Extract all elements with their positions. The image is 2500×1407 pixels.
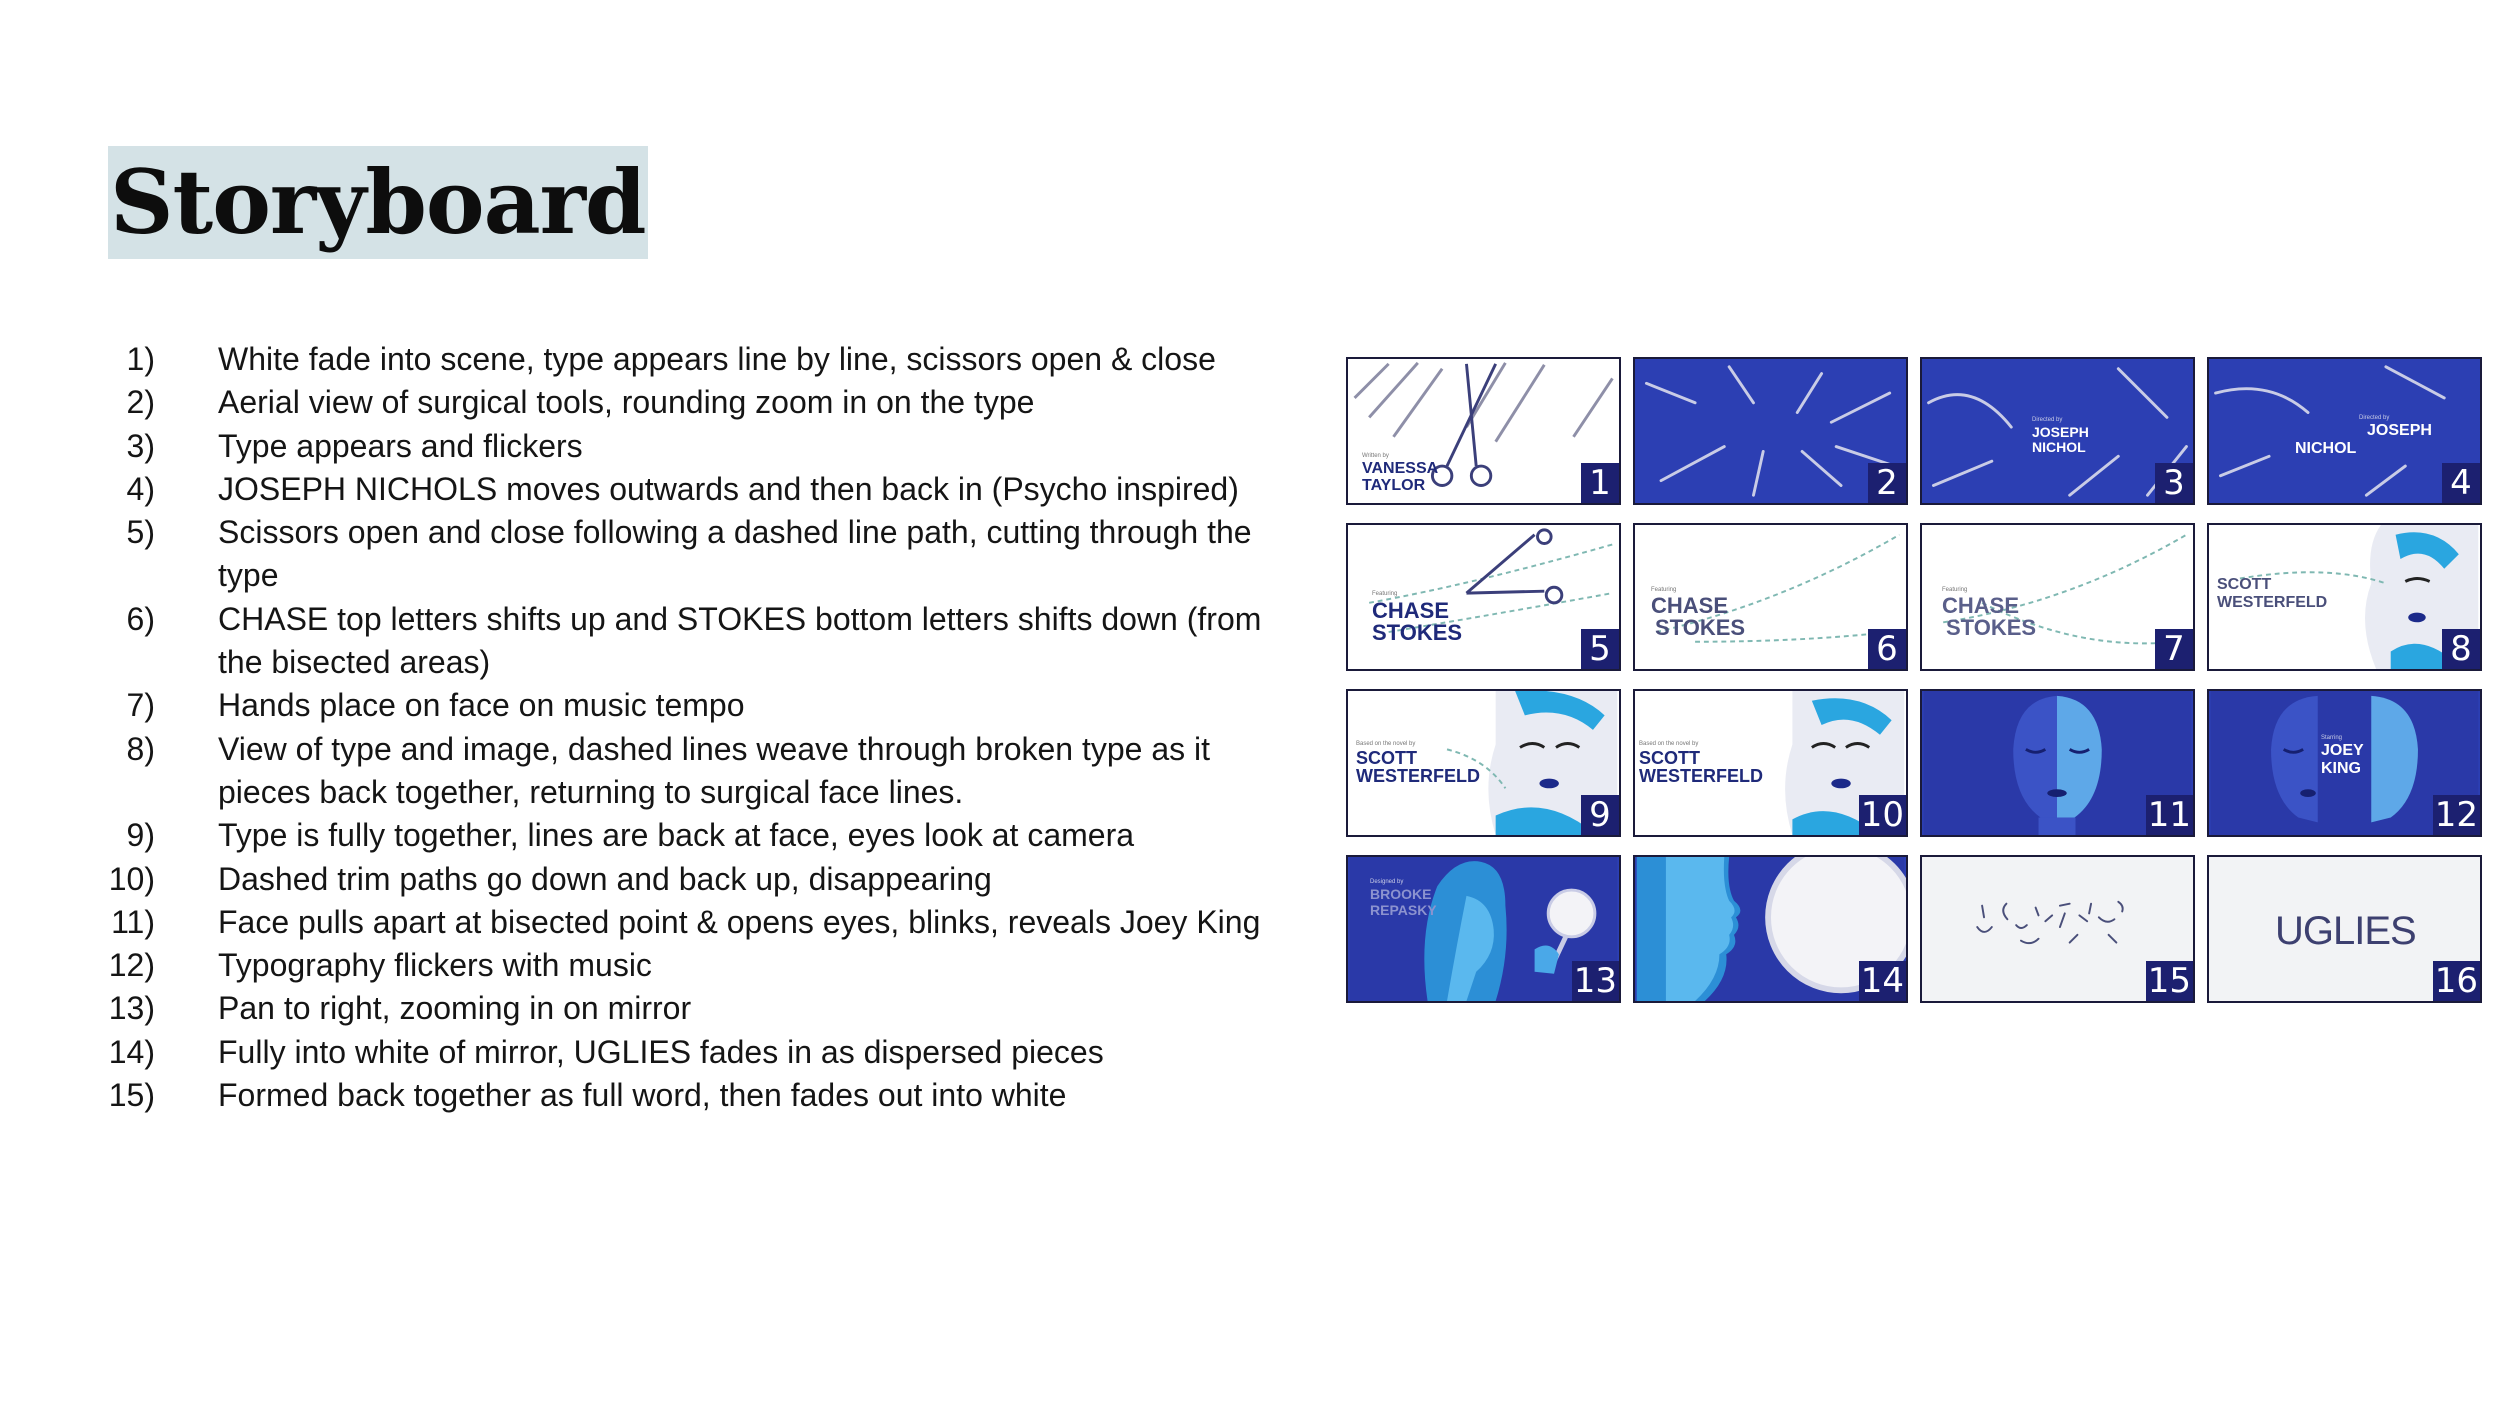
storyboard-frame-9 — [1346, 689, 1621, 837]
storyboard-frame-2 — [1633, 357, 1908, 505]
frame-credit-line: SCOTT — [1639, 748, 1700, 768]
step-number: 10) — [108, 860, 155, 897]
frame-number-badge: 15 — [2147, 961, 2191, 1001]
storyboard-frame-7 — [1920, 523, 2195, 671]
storyboard-steps — [100, 338, 1300, 1117]
step-text: White fade into scene, type appears line by line, scissors open & close — [218, 341, 1216, 377]
step-number: 5) — [126, 514, 155, 551]
frame-credit-role: Directed by — [2359, 415, 2390, 421]
frame-credit-line: WESTERFELD — [1639, 766, 1763, 786]
step-text: Dashed trim paths go down and back up, disappearing — [218, 860, 992, 897]
step-text: Scissors open and close following a dashed line path, cutting through the type — [218, 514, 1252, 594]
frame-number-badge: 1 — [1581, 463, 1619, 503]
frame-number-badge: 16 — [2434, 961, 2478, 1001]
step-item — [100, 987, 1300, 1030]
frame-credit-line: SCOTT — [2217, 576, 2272, 593]
storyboard-frame-10 — [1633, 689, 1908, 837]
frame-credit-line: JOSEPH — [2032, 424, 2089, 440]
step-number: 12) — [108, 947, 155, 984]
page-title: Storyboard — [108, 146, 648, 259]
frame-credit-role: Based on the novel by — [1639, 741, 1699, 747]
step-number: 11) — [111, 903, 155, 940]
step-number: 8) — [126, 730, 155, 767]
step-item — [100, 598, 1300, 685]
step-text: CHASE top letters shifts up and STOKES bottom letters shifts down (from the bisected areas) — [218, 600, 1262, 681]
step-text: Formed back together as full word, then fades out into white — [218, 1077, 1067, 1114]
frame-number-badge: 2 — [1868, 463, 1906, 503]
step-item — [100, 338, 1300, 381]
step-number: 13) — [108, 990, 155, 1027]
step-number: 3) — [126, 427, 155, 464]
frame-credit-line: WESTERFELD — [2217, 594, 2328, 611]
frame-number-badge: 4 — [2442, 463, 2480, 503]
frame-credit-line: STOKES — [1946, 615, 2037, 640]
step-item — [100, 901, 1300, 944]
surgical-tools-illustration — [2209, 359, 2480, 503]
step-text: Typography flickers with music — [218, 947, 652, 984]
step-item — [100, 1074, 1300, 1117]
frame-number-badge: 3 — [2155, 463, 2193, 503]
step-item — [100, 381, 1300, 424]
step-text: Type appears and flickers — [218, 427, 583, 464]
frame-credit-line: VANESSA — [1362, 460, 1439, 477]
frame-credit-role: Featuring — [1942, 587, 1968, 593]
step-number: 1) — [126, 341, 155, 377]
frame-credit-line: NICHOL — [2032, 439, 2086, 455]
step-number: 6) — [126, 600, 155, 637]
frame-credit-line: CHASE — [1372, 598, 1450, 623]
frame-credit-role: Written by — [1362, 453, 1389, 459]
frame-credit-line: CHASE — [1651, 593, 1729, 618]
step-text: Fully into white of mirror, UGLIES fades in as dispersed pieces — [218, 1033, 1104, 1070]
storyboard-frame-8 — [2207, 523, 2482, 671]
frame-number-badge: 6 — [1868, 629, 1906, 669]
storyboard-frame-3 — [1920, 357, 2195, 505]
storyboard-frame-11 — [1920, 689, 2195, 837]
frame-credit-role: Designed by — [1370, 879, 1404, 885]
frame-number-badge: 9 — [1581, 795, 1619, 835]
step-number: 2) — [126, 384, 155, 421]
frame-credit-role: Featuring — [1372, 591, 1398, 597]
frame-number-badge: 14 — [1860, 961, 1904, 1001]
frame-number-badge: 13 — [1573, 961, 1617, 1001]
frame-credit-line: KING — [2321, 760, 2361, 777]
step-number: 15) — [108, 1077, 155, 1114]
step-number: 14) — [108, 1033, 155, 1070]
step-item — [100, 468, 1300, 511]
storyboard-frame-16 — [2207, 855, 2482, 1003]
frame-number-badge: 10 — [1860, 795, 1904, 835]
frame-credit-line: TAYLOR — [1362, 477, 1426, 494]
storyboard-frame-5 — [1346, 523, 1621, 671]
frame-number-badge: 12 — [2434, 795, 2478, 835]
step-text: View of type and image, dashed lines weave through broken type as it pieces back together, returning to surgical face lines. — [218, 730, 1211, 810]
step-item — [100, 814, 1300, 857]
step-text: Face pulls apart at bisected point & opens eyes, blinks, reveals Joey King — [218, 903, 1261, 940]
frame-number-badge: 8 — [2442, 629, 2480, 669]
frame-credit-line: STOKES — [1372, 620, 1463, 645]
step-text: Hands place on face on music tempo — [218, 687, 745, 724]
storyboard-frames-grid — [1346, 357, 2482, 1005]
frame-number-badge: 7 — [2155, 629, 2193, 669]
scissors-dashed-path-illustration — [1348, 525, 1619, 669]
frame-number-badge: 11 — [2147, 795, 2191, 835]
frame-credit-role: Featuring — [1651, 587, 1677, 593]
frame-credit-line: REPASKY — [1370, 902, 1437, 918]
step-item — [100, 944, 1300, 987]
step-item — [100, 511, 1300, 598]
storyboard-frame-12 — [2207, 689, 2482, 837]
frame-credit-line: JOEY — [2321, 742, 2364, 759]
step-item — [100, 425, 1300, 468]
step-item — [100, 1031, 1300, 1074]
frame-credit-line: BROOKE — [1370, 886, 1432, 902]
frame-credit-role: Directed by — [2032, 417, 2063, 423]
step-number: 7) — [126, 687, 155, 724]
frame-credit-role: Based on the novel by — [1356, 741, 1416, 747]
storyboard-frame-6 — [1633, 523, 1908, 671]
step-text: Pan to right, zooming in on mirror — [218, 990, 692, 1027]
storyboard-frame-13 — [1346, 855, 1621, 1003]
step-item — [100, 728, 1300, 815]
step-item — [100, 858, 1300, 901]
storyboard-frame-4 — [2207, 357, 2482, 505]
frame-number-badge: 5 — [1581, 629, 1619, 669]
surgical-tools-aerial-illustration — [1635, 359, 1906, 503]
step-number: 4) — [126, 470, 155, 507]
storyboard-frame-14 — [1633, 855, 1908, 1003]
frame-credit-line: JOSEPH — [2367, 422, 2432, 439]
frame-credit-line: CHASE — [1942, 593, 2020, 618]
uglies-title-text: UGLIES — [2275, 909, 2416, 953]
frame-credit-line: NICHOL — [2295, 440, 2357, 457]
frame-credit-line: STOKES — [1655, 615, 1746, 640]
storyboard-frame-15 — [1920, 855, 2195, 1003]
step-text: JOSEPH NICHOLS moves outwards and then back in (Psycho inspired) — [218, 470, 1239, 507]
step-text: Aerial view of surgical tools, rounding zoom in on the type — [218, 384, 1035, 421]
step-item — [100, 684, 1300, 727]
frame-credit-line: WESTERFELD — [1356, 766, 1480, 786]
frame-credit-role: Starring — [2321, 735, 2343, 741]
frame-credit-line: SCOTT — [1356, 748, 1417, 768]
step-number: 9) — [126, 817, 155, 854]
step-text: Type is fully together, lines are back at face, eyes look at camera — [218, 817, 1135, 854]
storyboard-frame-1 — [1346, 357, 1621, 505]
